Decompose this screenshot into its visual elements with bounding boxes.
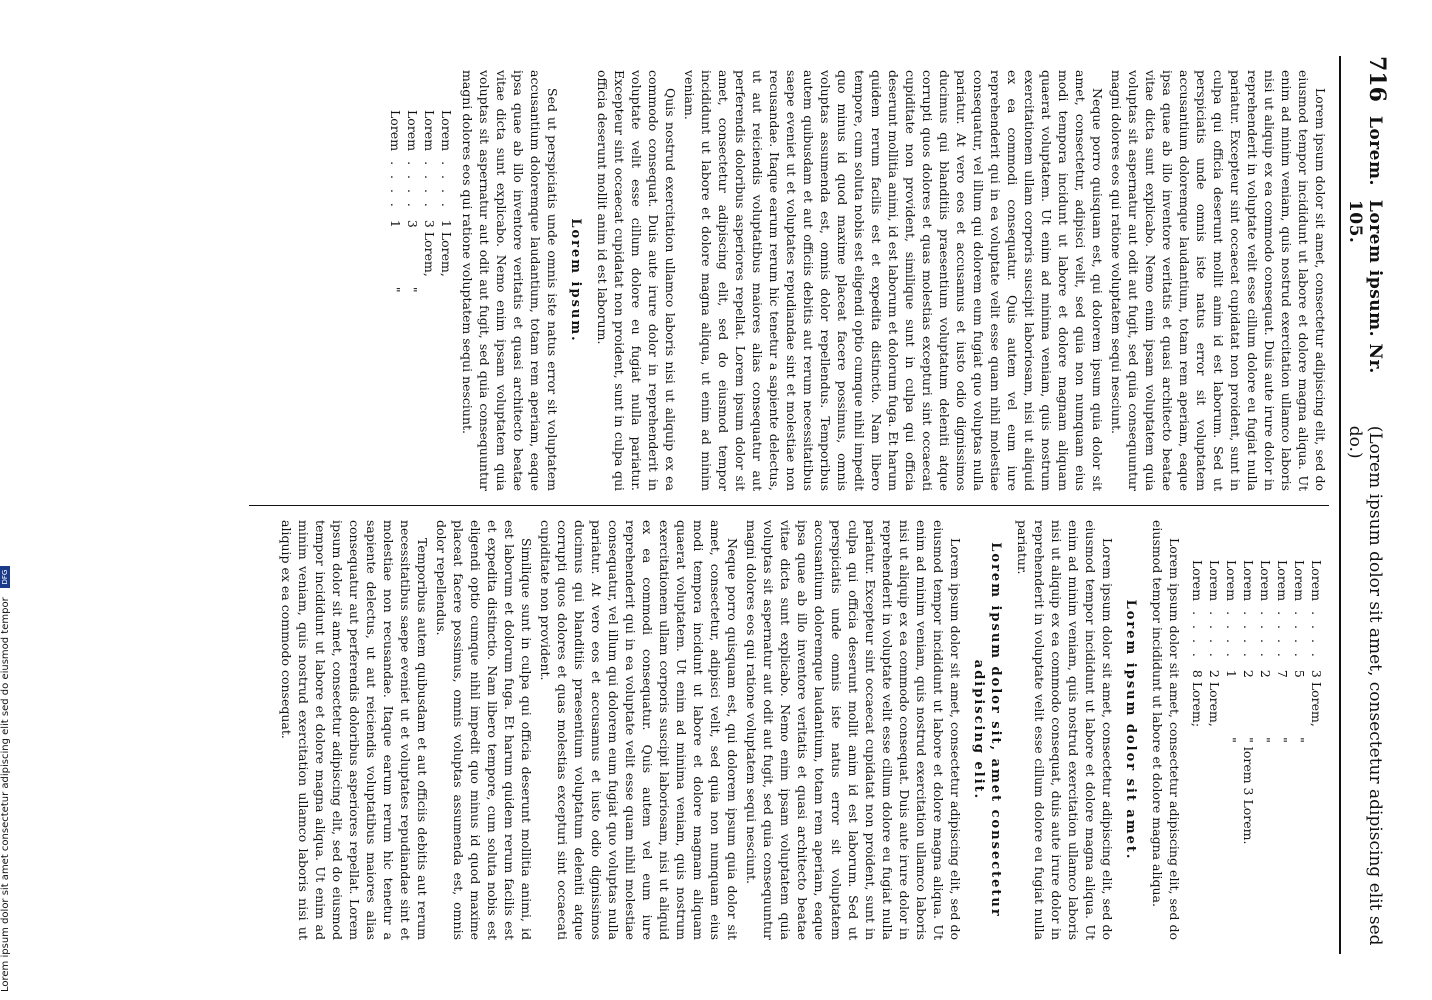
row-dots: . . . . xyxy=(1224,611,1239,660)
row-name: Lorem xyxy=(1258,560,1273,602)
paragraph: Neque porro quisquam est, qui dolorem ipsum quia dolor sit amet, consectetur, adipisci velit, sed quia non numquam eius modi tempora incidunt ut labore et dolore magnam aliquam quaerat voluptatem. Ut enim ad minima veniam, quis nostrum exercitationem ullam corporis suscipit laboriosam, nisi ut aliquid ex ea commodi consequatur. Quis autem vel eum iure reprehenderit qui in ea voluptate velit esse quam nihil molestiae consequatur, vel illum qui dolorem eum fugiat quo voluptas nulla pariatur. At vero eos et accusamus et iusto odio dignissimos ducimus qui blanditiis praesentium voluptatum deleniti atque corrupti quos dolores et quas molestias excepturi sint occaecati cupiditate non provident. xyxy=(538,520,740,940)
table-row xyxy=(404,110,421,303)
row-dots: . . . . xyxy=(405,161,420,210)
row-extra: " xyxy=(405,286,420,293)
paragraph: Similique sunt in culpa qui officia deserunt mollitia animi, id est laborum et dolorum fuga. Et harum quidem rerum facilis est et expedita distinctio. Nam libero tempore, cum soluta nobis est eligendi optio cumque nihil impedit quo minus id quod maxime placeat facere possimus, omnis voluptas assumenda est, omnis dolor repellendus. xyxy=(434,520,534,940)
section-heading-climate: Lorem ipsum dolor sit amet. xyxy=(1123,599,1138,861)
paragraph: Quis nostrud exercitation ullamco laboris nisi ut aliquip ex ea commodo consequat. Duis aute irure dolor in reprehenderit in voluptate velit esse cillum dolore eu fugiat nulla pariatur. Excepteur sint occaecat cupidatat non proident, sunt in culpa qui officia deserunt mollit anim id est laborum. xyxy=(595,70,678,491)
table-row xyxy=(1206,560,1223,855)
table-note: Lorem ipsum dolor sit amet, consectetur adipiscing elit, sed do eiusmod tempor incididunt ut labore et dolore magna aliqua. xyxy=(1150,520,1182,940)
row-name: Lorem xyxy=(388,110,403,152)
row-name: Lorem xyxy=(1190,560,1205,602)
digitization-credit xyxy=(0,0,11,1000)
paragraph: Temporibus autem quibusdam et aut officiis debitis aut rerum necessitatibus saepe eveniet ut et voluptates repudiandae sint et molestiae non recusandae. Itaque earum rerum hic tenetur a sapiente delectus, ut aut reiciendis voluptatibus maiores alias consequatur aut perferendis doloribus asperiores repellat. Lorem ipsum dolor sit amet, consectetur adipiscing elit, sed do eiusmod tempor incididunt ut labore et dolore magna aliqua. Ut enim ad minim veniam, quis nostrud exercitation ullamco laboris nisi ut aliquip ex ea commodo consequat. xyxy=(279,520,430,940)
row-extra xyxy=(438,287,455,303)
row-name: Lorem xyxy=(405,110,420,152)
row-value: 1 xyxy=(388,219,403,228)
row-dots: . . . . xyxy=(1207,611,1222,660)
table-row xyxy=(1308,560,1325,855)
right-column xyxy=(249,505,1329,954)
document-page xyxy=(218,40,1398,970)
paragraph: Lorem ipsum dolor sit amet, consectetur adipiscing elit, sed do eiusmod tempor incididunt ut labore et dolore magna aliqua. Ut enim ad minim veniam, quis nostrud exercitation ullamco laboris nisi ut aliquip ex ea commodo consequat, duis aute irure dolor in reprehenderit in voluptate velit esse cillum dolore eu fugiat nulla pariatur. xyxy=(1015,520,1115,940)
row-value: 3 xyxy=(405,219,420,228)
paragraph: Neque porro quisquam est, qui dolorem ipsum quia dolor sit amet, consectetur, adipisci velit, sed quia non numquam eius modi tempora incidunt ut labore et dolore magnam aliquam quaerat voluptatem. Ut enim ad minima veniam, quis nostrum exercitationem ullam corporis suscipit laboriosam, nisi ut aliquid ex ea commodi consequatur. Quis autem vel eum iure reprehenderit qui in ea voluptate velit esse quam nihil molestiae consequatur, vel illum qui dolorem eum fugiat quo voluptas nulla pariatur. At vero eos et accusamus et iusto odio dignissimos ducimus qui blanditiis praesentium voluptatum deleniti atque corrupti quos dolores et quas molestias excepturi sint occaecati cupiditate non provident, similique sunt in culpa qui officia deserunt mollitia animi, id est laborum et dolorum fuga. Et harum quidem rerum facilis est et expedita distinctio. Nam libero tempore, cum soluta nobis est eligendi optio cumque nihil impedit quo minus id quod maxime placeat facere possimus, omnis voluptas assumenda est, omnis dolor repellendus. Temporibus autem quibusdam et aut officiis debitis aut rerum necessitatibus saepe eveniet ut et voluptates repudiandae sint et molestiae non recusandae. Itaque earum rerum hic tenetur a sapiente delectus, ut aut reiciendis voluptatibus maiores alias consequatur aut perferendis doloribus asperiores repellat. Lorem ipsum dolor sit amet, consectetur adipiscing elit, sed do eiusmod tempor incididunt ut labore et dolore magna aliqua, ut enim ad minim veniam. xyxy=(682,70,1105,491)
row-extra xyxy=(1206,737,1223,854)
row-name: Lorem xyxy=(1309,560,1324,602)
row-name: Lorem xyxy=(1241,560,1256,602)
header-subject: (Lorem ipsum dolor sit amet, consectetur adipiscing elit sed do.) xyxy=(1345,425,1385,946)
row-name: Lorem xyxy=(422,110,437,152)
row-value: 2 xyxy=(1258,669,1273,678)
row-name: Lorem xyxy=(1224,560,1239,602)
row-value: 2 xyxy=(1241,669,1256,678)
row-dots: . . . . xyxy=(1190,611,1205,660)
row-extra: " lorem 3 Lorem. xyxy=(1241,737,1256,845)
table-row xyxy=(1240,560,1257,855)
row-extra xyxy=(1308,737,1325,854)
text-columns xyxy=(249,56,1329,954)
row-dots: . . . . xyxy=(439,161,454,210)
row-extra xyxy=(421,287,438,303)
row-dots: . . . . xyxy=(422,161,437,210)
row-extra xyxy=(1189,737,1206,854)
table-row xyxy=(1291,560,1308,855)
row-value: 2 Lorem, xyxy=(1207,669,1222,727)
header-doc-label: Lorem ipsum. Nr. 105. xyxy=(1345,199,1385,374)
left-column xyxy=(249,56,1329,505)
residence-table-continued xyxy=(1189,560,1325,855)
row-name: Lorem xyxy=(1292,560,1307,602)
row-value: 1 Lorem, xyxy=(439,219,454,277)
table-row xyxy=(1223,560,1240,855)
page-number: 716 xyxy=(1364,56,1390,102)
row-dots: . . . . xyxy=(1241,611,1256,660)
table-row xyxy=(1274,560,1291,855)
credit-text: Lorem ipsum dolor sit amet consectetur adipiscing elit sed do eiusmod tempor xyxy=(0,597,11,992)
row-dots: . . . . xyxy=(1292,611,1307,660)
table-row xyxy=(387,110,404,303)
paragraph: Sed ut perspiciatis unde omnis iste natus error sit voluptatem accusantium doloremque laudantium, totam rem aperiam, eaque ipsa quae ab illo inventore veritatis et quasi architecto beatae vitae dicta sunt explicabo. Nemo enim ipsam voluptatem quia voluptas sit aspernatur aut odit aut fugit, sed quia consequuntur magni dolores eos qui ratione voluptatem sequi nesciunt. xyxy=(460,70,560,491)
row-name: Lorem xyxy=(439,110,454,152)
row-extra: " xyxy=(1292,737,1307,743)
row-value: 3 Lorem, xyxy=(1309,669,1324,727)
table-row xyxy=(1189,560,1206,855)
row-extra: " xyxy=(388,286,403,293)
row-name: Lorem xyxy=(1207,560,1222,602)
dfg-logo: DFG xyxy=(0,566,10,588)
row-extra: " xyxy=(1275,737,1290,743)
row-dots: . . . . xyxy=(1309,611,1324,660)
row-dots: . . . . xyxy=(1258,611,1273,660)
header-title: Lorem. xyxy=(1365,115,1385,186)
table-row xyxy=(421,110,438,303)
row-value: 7 xyxy=(1275,669,1290,678)
paragraph: Lorem ipsum dolor sit amet, consectetur adipiscing elit, sed do eiusmod tempor incididunt ut labore et dolore magna aliqua. Ut enim ad minim veniam, quis nostrud exercitation ullamco laboris nisi ut aliquip ex ea commodo consequat. Duis aute irure dolor in reprehenderit in voluptate velit esse cillum dolore eu fugiat nulla pariatur. Excepteur sint occaecat cupidatat non proident, sunt in culpa qui officia deserunt mollit anim id est laborum. Sed ut perspiciatis unde omnis iste natus error sit voluptatem accusantium doloremque laudantium, totam rem aperiam, eaque ipsa quae ab illo inventore veritatis et quasi architecto beatae vitae dicta sunt explicabo. Nemo enim ipsam voluptatem quia voluptas sit aspernatur aut odit aut fugit, sed quia consequuntur magni dolores eos qui ratione voluptatem sequi nesciunt. xyxy=(1109,70,1328,491)
residence-table xyxy=(387,110,455,303)
section-heading-residences: Lorem ipsum. xyxy=(568,218,583,343)
row-dots: . . . . xyxy=(1275,611,1290,660)
row-extra: " xyxy=(1224,737,1239,743)
page-header xyxy=(1339,56,1390,954)
row-value: 3 Lorem, xyxy=(422,219,437,277)
table-row xyxy=(1257,560,1274,855)
row-value: 1 xyxy=(1224,669,1239,678)
row-value: 5 xyxy=(1292,669,1307,678)
paragraph: Lorem ipsum dolor sit amet, consectetur adipiscing elit, sed do eiusmod tempor incididunt ut labore et dolore magna aliqua. Ut enim ad minim veniam, quis nostrud exercitation ullamco laboris nisi ut aliquip ex ea commodo consequat. Duis aute irure dolor in reprehenderit in voluptate velit esse cillum dolore eu fugiat nulla pariatur. Excepteur sint occaecat cupidatat non proident, sunt in culpa qui officia deserunt mollit anim id est laborum. Sed ut perspiciatis unde omnis iste natus error sit voluptatem accusantium doloremque laudantium, totam rem aperiam, eaque ipsa quae ab illo inventore veritatis et quasi architecto beatae vitae dicta sunt explicabo. Nemo enim ipsam voluptatem quia voluptas sit aspernatur aut odit aut fugit, sed quia consequuntur magni dolores eos qui ratione voluptatem sequi nesciunt. xyxy=(744,520,963,940)
section-heading-products: Lorem ipsum dolor sit, amet consectetur adipiscing elit. xyxy=(971,542,1003,918)
row-extra: " xyxy=(1258,737,1273,743)
row-value: 8 Lorem; xyxy=(1190,669,1205,728)
table-row xyxy=(438,110,455,303)
row-name: Lorem xyxy=(1275,560,1290,602)
row-dots: . . . . xyxy=(388,161,403,210)
